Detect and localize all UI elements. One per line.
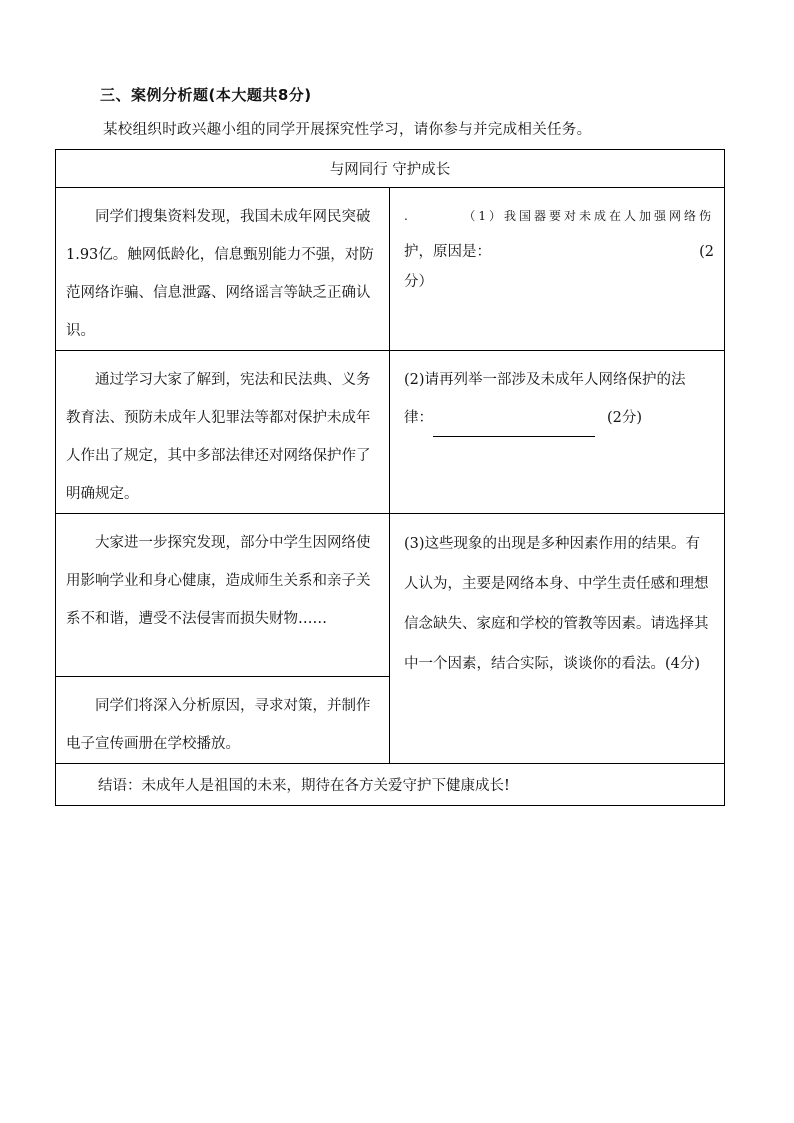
material-cell-2 [56,351,390,514]
question-cell-1 [390,188,725,351]
question-cell-3 [390,514,725,764]
question-1-line-2 [404,234,714,270]
question-1-prefix: . [404,209,411,223]
question-1-text: （1）我国器要对未成在人加强网络伤 [463,209,715,223]
answer-blank[interactable] [433,418,595,437]
section-intro: 某校组织时政兴趣小组的同学开展探究性学习，请你参与并完成相关任务。 [103,122,592,138]
material-cell-1 [56,188,390,351]
question-2-score: (2分) [607,410,643,426]
question-1-line [404,198,714,234]
question-1-score-b: 分） [404,274,433,290]
material-text-4: 同学们将深入分析原因，寻求对策，并制作电子宣传画册在学校播放。 [66,698,371,752]
table-title: 与网同行 守护成长 [56,150,725,188]
question-1-reason-label: 护，原因是： [404,244,491,260]
question-2-text: (2)请再列举一部涉及未成年人网络保护的法律： [404,372,686,426]
question-2 [404,361,714,437]
material-cell-3 [56,514,390,677]
case-table [55,149,725,806]
question-1-score-a: (2 [699,244,715,260]
question-cell-2 [390,351,725,514]
material-text-1: 同学们搜集资料发现，我国未成年网民突破1.93亿。触网低龄化，信息甄别能力不强，对防范网络诈骗、信息泄露、网络谣言等缺乏正确认识。 [66,209,374,339]
material-text-3: 大家进一步探究发现，部分中学生因网络使用影响学业和身心健康，造成师生关系和亲子关系不和谐，遭受不法侵害而损失财物…… [66,535,371,627]
material-text-2: 通过学习大家了解到，宪法和民法典、义务教育法、预防未成年人犯罪法等都对保护未成年人作出了规定，其中多部法律还对网络保护作了明确规定。 [66,372,371,502]
section-heading: 三、案例分析题(本大题共8分) [100,86,312,104]
material-cell-4 [56,677,390,764]
question-3-text: (3)这些现象的出现是多种因素作用的结果。有人认为，主要是网络本身、中学生责任感和理想信念缺失、家庭和学校的管教等因素。请选择其中一个因素，结合实际，谈谈你的看法。(4分) [404,536,709,672]
conclusion-cell: 结语：未成年人是祖国的未来，期待在各方关爱守护下健康成长! [56,764,725,806]
